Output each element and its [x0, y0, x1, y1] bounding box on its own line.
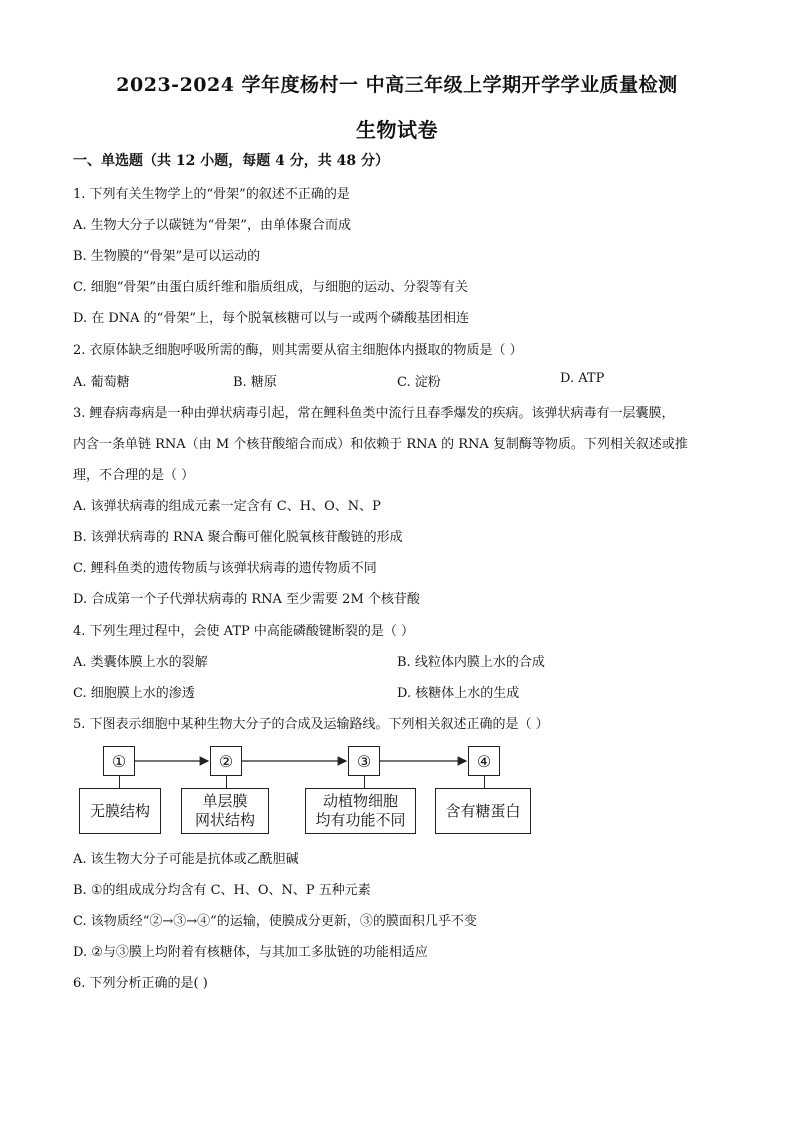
connector-3 — [364, 776, 365, 788]
q1-option-c: C. 细胞“骨架”由蛋白质纤维和脂质组成，与细胞的运动、分裂等有关 — [73, 280, 469, 295]
q5-option-a: A. 该生物大分子可能是抗体或乙酰胆碱 — [73, 852, 299, 867]
label-1-line-1: 无膜结构 — [89, 801, 150, 820]
q6-stem: 6. 下列分析正确的是( ) — [73, 976, 208, 991]
q4-option-a: A. 类囊体膜上水的裂解 — [73, 655, 208, 670]
connector-2 — [226, 776, 227, 788]
label-4-line-1: 含有糖蛋白 — [445, 801, 521, 820]
q1-option-a: A. 生物大分子以碳链为“骨架”，由单体聚合而成 — [73, 218, 351, 233]
q4-stem: 4. 下列生理过程中，会使 ATP 中高能磷酸键断裂的是（ ） — [73, 624, 415, 639]
q5-stem: 5. 下图表示细胞中某种生物大分子的合成及运输路线。下列相关叙述正确的是（ ） — [73, 717, 549, 732]
q3-stem-line-1: 3. 鲤春病毒病是一种由弹状病毒引起，常在鲤科鱼类中流行且春季爆发的疾病。该弹状病毒有一层囊膜， — [73, 406, 675, 421]
section-heading: 一、单选题（共 12 小题，每题 4 分，共 48 分） — [73, 153, 389, 169]
connector-1 — [119, 776, 120, 788]
connector-4 — [484, 776, 485, 788]
diagram-node-4: ④ — [468, 746, 500, 776]
q2-stem: 2. 衣原体缺乏细胞呼吸所需的酶，则其需要从宿主细胞体内摄取的物质是（ ） — [73, 343, 523, 358]
diagram-node-1: ① — [103, 746, 135, 776]
q5-option-b: B. ①的组成成分均含有 C、H、O、N、P 五种元素 — [73, 883, 371, 898]
q4-option-b: B. 线粒体内膜上水的合成 — [397, 655, 545, 670]
q3-stem-line-2: 内含一条单链 RNA（由 M 个核苷酸缩合而成）和依赖于 RNA 的 RNA 复制酶等物质。下列相关叙述或推 — [73, 437, 688, 452]
diagram-node-3: ③ — [348, 746, 380, 776]
q3-stem-line-3: 理，不合理的是（ ） — [73, 468, 195, 483]
exam-title: 2023-2024 学年度杨村一 中高三年级上学期开学学业质量检测 — [116, 74, 678, 96]
q1-option-d: D. 在 DNA 的“骨架”上，每个脱氧核糖可以与一或两个磷酸基团相连 — [73, 311, 469, 326]
diagram-node-2: ② — [210, 746, 242, 776]
exam-subtitle: 生物试卷 — [356, 118, 438, 142]
q3-option-d: D. 合成第一个子代弹状病毒的 RNA 至少需要 2M 个核苷酸 — [73, 592, 420, 607]
q1-option-b: B. 生物膜的“骨架”是可以运动的 — [73, 249, 261, 264]
label-2-line-1: 单层膜 — [202, 792, 248, 810]
label-3-line-1: 动植物细胞 — [322, 792, 398, 810]
q4-option-d: D. 核糖体上水的生成 — [397, 686, 520, 701]
q4-option-c: C. 细胞膜上水的渗透 — [73, 686, 195, 701]
q3-option-a: A. 该弹状病毒的组成元素一定含有 C、H、O、N、P — [73, 499, 381, 514]
q2-option-a: A. 葡萄糖 — [73, 375, 130, 390]
q3-option-b: B. 该弹状病毒的 RNA 聚合酶可催化脱氧核苷酸链的形成 — [73, 530, 403, 545]
q2-option-b: B. 糖原 — [233, 375, 277, 390]
q5-option-c: C. 该物质经“②→③→④”的运输，使膜成分更新，③的膜面积几乎不变 — [73, 914, 477, 929]
q3-option-c: C. 鲤科鱼类的遗传物质与该弹状病毒的遗传物质不同 — [73, 561, 377, 576]
q2-option-d: D. ATP — [560, 371, 605, 386]
label-2-line-2: 网状结构 — [194, 811, 255, 829]
q5-option-d: D. ②与③膜上均附着有核糖体，与其加工多肽链的功能相适应 — [73, 945, 428, 960]
diagram-label-2 — [181, 788, 269, 834]
label-3-line-2: 均有功能不同 — [315, 811, 406, 829]
diagram-label-1 — [79, 788, 161, 834]
q2-option-c: C. 淀粉 — [397, 375, 441, 390]
q1-stem: 1. 下列有关生物学上的“骨架”的叙述不正确的是 — [73, 187, 350, 202]
diagram-label-3 — [305, 788, 416, 834]
diagram-label-4 — [435, 788, 531, 834]
